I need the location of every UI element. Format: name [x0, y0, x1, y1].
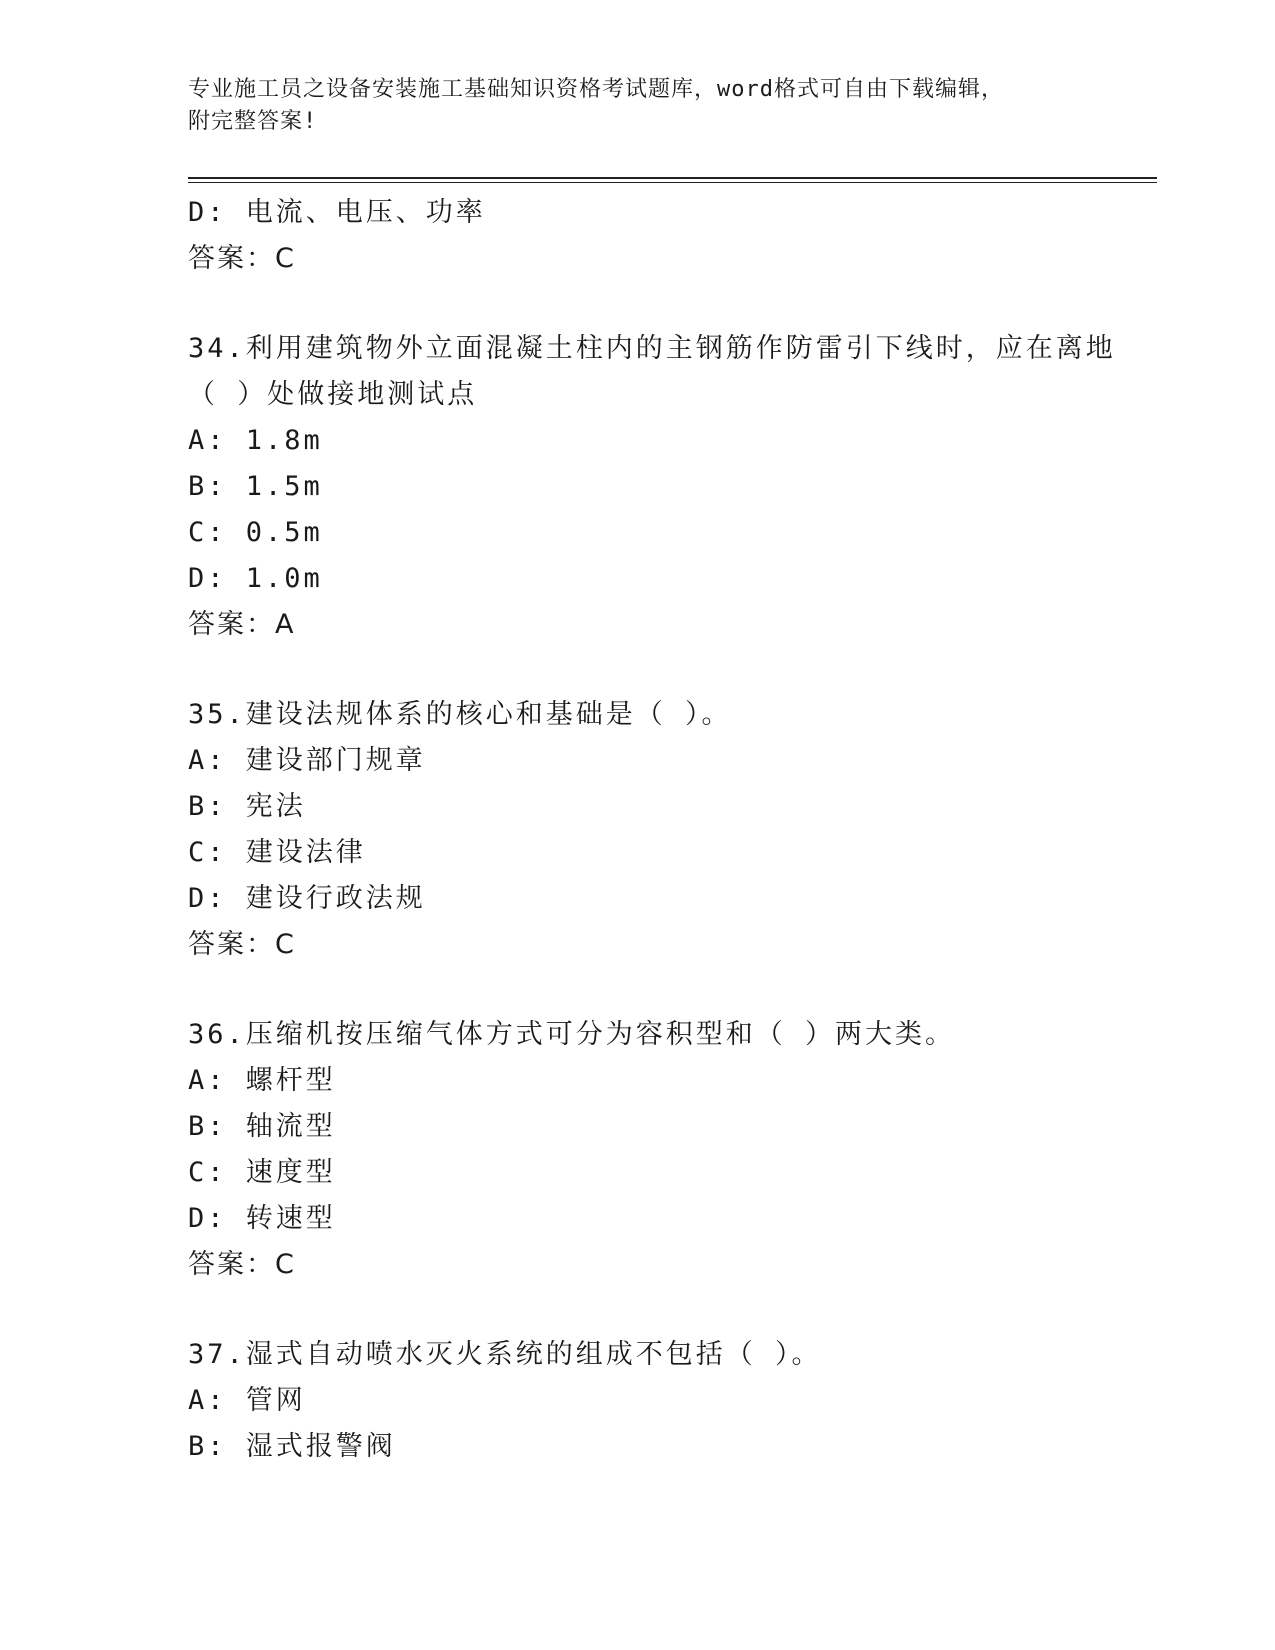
header-divider-thin [188, 182, 1157, 183]
question-36 [188, 1012, 1118, 1288]
option-a: A: 螺杆型 [188, 1065, 336, 1096]
header-line-2: 附完整答案! [188, 109, 318, 134]
answer: 答案：C [188, 929, 296, 960]
option-d: D: 建设行政法规 [188, 883, 426, 914]
option-c: C: 速度型 [188, 1157, 336, 1188]
question-34 [188, 326, 1118, 648]
document-header [188, 74, 1088, 138]
option-a: A: 1.8m [188, 425, 323, 456]
question-stem: 35.建设法规体系的核心和基础是（ ）。 [188, 699, 732, 730]
answer: 答案：C [188, 1249, 296, 1280]
question-33-tail [188, 190, 1118, 282]
question-stem: 34.利用建筑物外立面混凝土柱内的主钢筋作防雷引下线时，应在离地 [188, 333, 1116, 364]
option-b: B: 1.5m [188, 471, 323, 502]
answer: 答案：A [188, 609, 296, 640]
header-line-1: 专业施工员之设备安装施工基础知识资格考试题库，word格式可自由下载编辑， [188, 77, 1004, 102]
question-stem: 37.湿式自动喷水灭火系统的组成不包括（ ）。 [188, 1339, 822, 1370]
option-c: C: 0.5m [188, 517, 323, 548]
question-37 [188, 1332, 1118, 1470]
option-d: D: 电流、电压、功率 [188, 197, 486, 228]
answer: 答案：C [188, 243, 296, 274]
question-35 [188, 692, 1118, 968]
option-b: B: 宪法 [188, 791, 306, 822]
option-a: A: 建设部门规章 [188, 745, 426, 776]
question-stem-continued: （ ）处做接地测试点 [188, 379, 478, 410]
option-b: B: 轴流型 [188, 1111, 336, 1142]
option-b: B: 湿式报警阀 [188, 1431, 396, 1462]
option-d: D: 1.0m [188, 563, 323, 594]
option-c: C: 建设法律 [188, 837, 366, 868]
question-stem: 36.压缩机按压缩气体方式可分为容积型和（ ）两大类。 [188, 1019, 956, 1050]
option-a: A: 管网 [188, 1385, 306, 1416]
header-divider-thick [188, 177, 1157, 179]
option-d: D: 转速型 [188, 1203, 336, 1234]
question-list [188, 190, 1118, 1470]
